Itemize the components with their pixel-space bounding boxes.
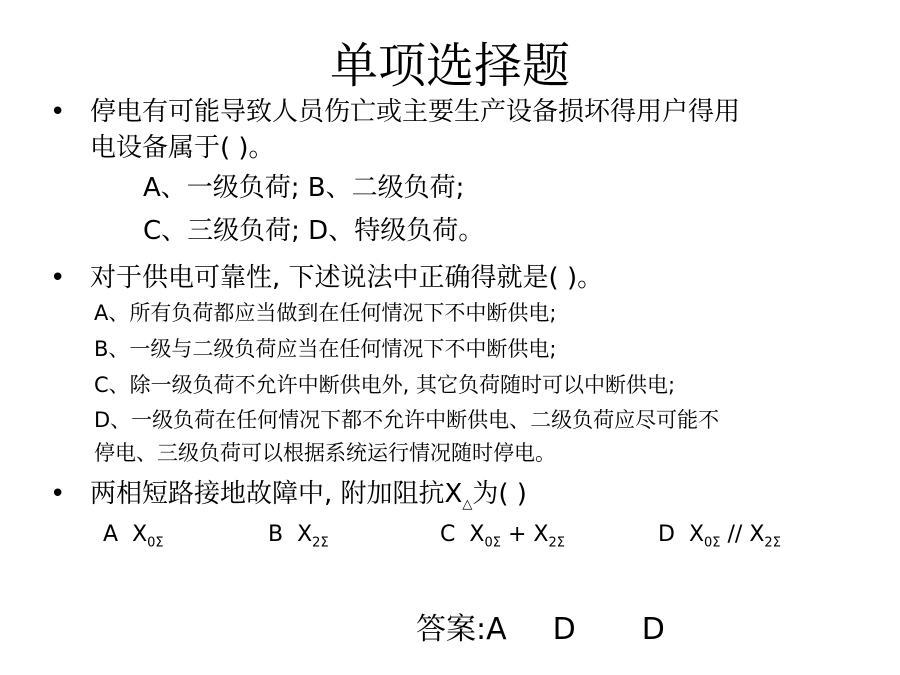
q2-stem: 对于供电可靠性, 下述说法中正确得就是( )。 <box>90 263 604 293</box>
q1-options-line2: C、三级负荷; D、特级负荷。 <box>143 216 485 246</box>
q2-option-a: A、所有负荷都应当做到在任何情况下不中断供电; <box>94 301 557 325</box>
q1-stem-line1: 停电有可能导致人员伤亡或主要生产设备损坏得用户得用 <box>90 97 741 127</box>
q2-option-b: B、一级与二级负荷应当在任何情况下不中断供电; <box>94 337 557 361</box>
answer-3: D <box>641 612 665 647</box>
bullet-icon: • <box>50 479 66 509</box>
q3-option-b: B $X_{2\Sigma}$ <box>268 522 329 551</box>
answer-2: D <box>552 612 576 647</box>
q3-option-d: D $X_{0\Sigma} // X_{2\Sigma}$ <box>658 522 781 551</box>
q2-option-d-line2: 停电、三级负荷可以根据系统运行情况随时停电。 <box>94 441 556 465</box>
q1-stem-line2: 电设备属于( )。 <box>90 133 275 163</box>
answer-1: A <box>486 612 507 647</box>
slide-title: 单项选择题 <box>329 38 570 94</box>
answer-label: 答案: <box>416 612 487 647</box>
q2-option-d-line1: D、一级负荷在任何情况下都不允许中断供电、二级负荷应尽可能不 <box>94 408 720 432</box>
q1-options-line1: A、一级负荷; B、二级负荷; <box>143 173 465 203</box>
q3-option-a: A $X_{0\Sigma}$ <box>103 522 164 551</box>
bullet-icon: • <box>50 263 66 293</box>
q3-option-c: C $X_{0\Sigma} + X_{2\Sigma}$ <box>440 522 565 551</box>
bullet-icon: • <box>50 97 66 127</box>
answer-line <box>416 612 665 648</box>
q3-stem: 两相短路接地故障中, 附加阻抗$X_\triangle$为( ) <box>90 479 527 513</box>
q2-option-c: C、除一级负荷不允许中断供电外, 其它负荷随时可以中断供电; <box>94 373 676 397</box>
